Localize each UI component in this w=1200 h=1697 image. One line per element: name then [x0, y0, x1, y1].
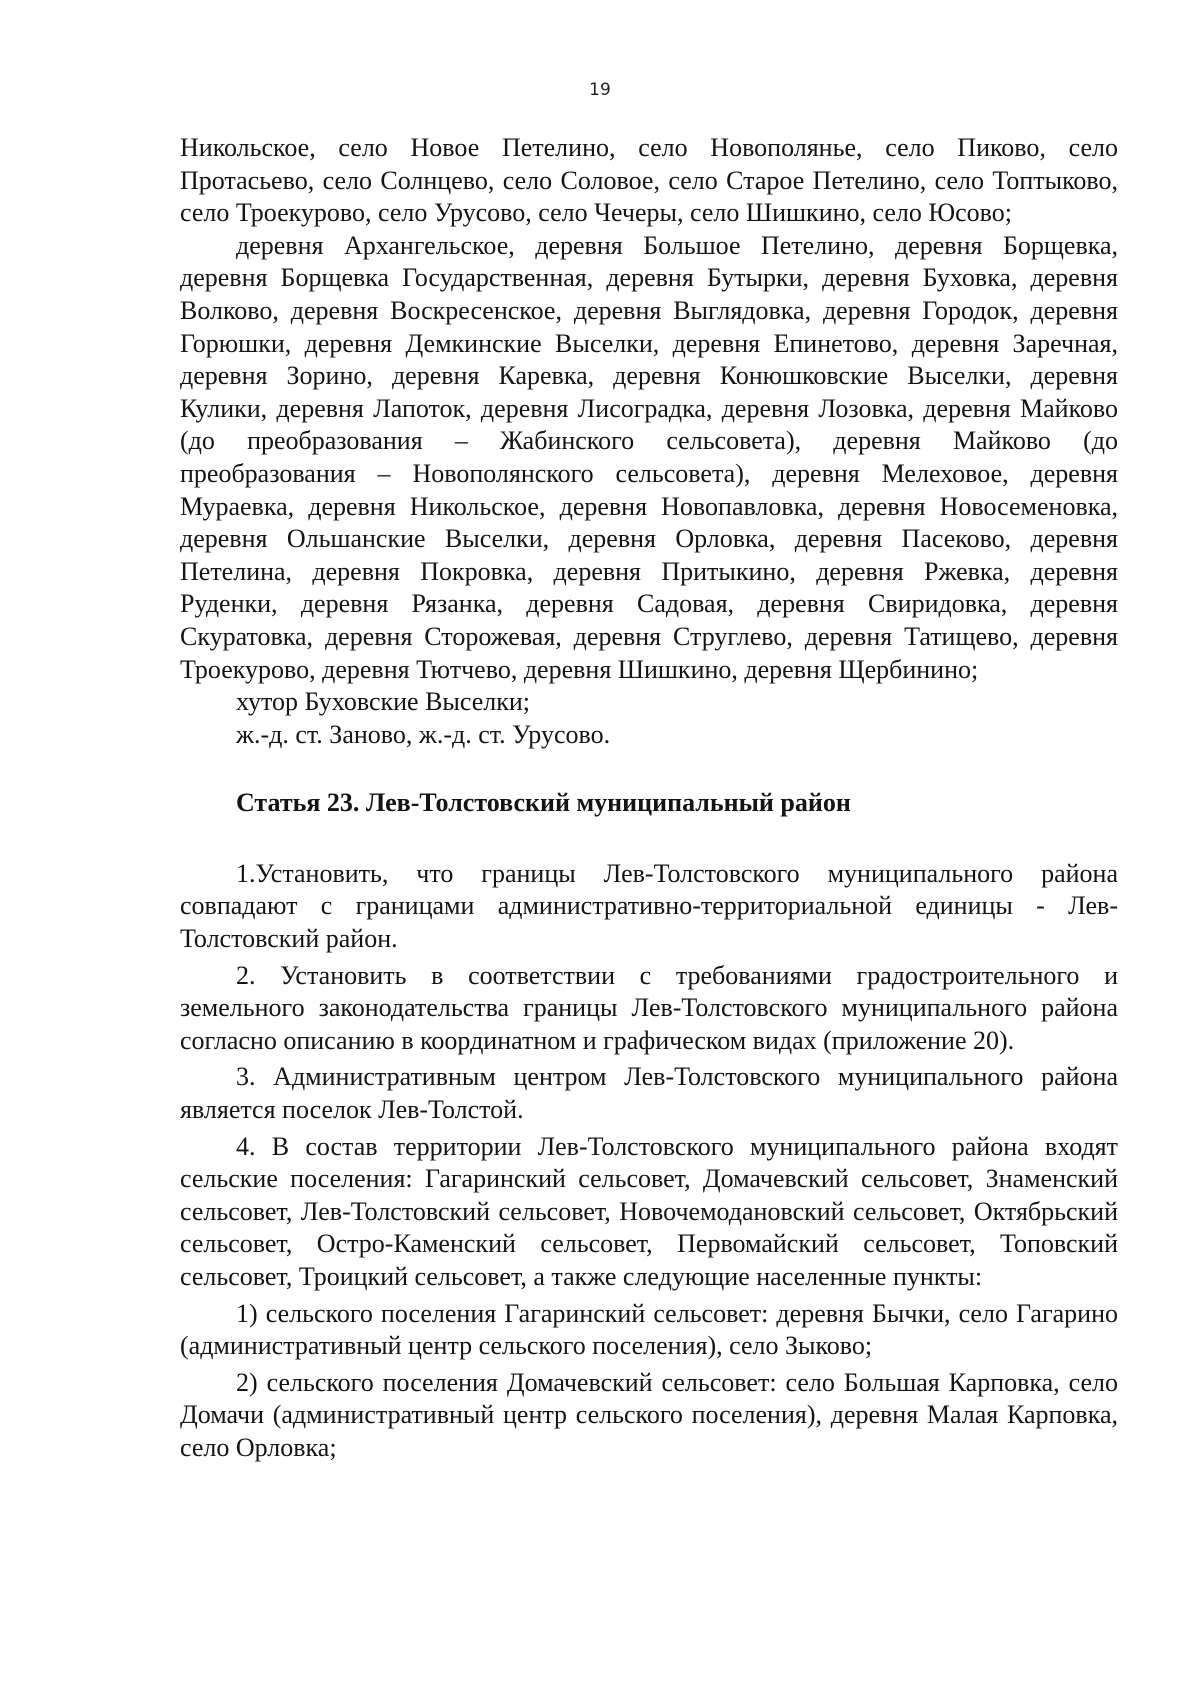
article-item-1: 1.Установить, что границы Лев-Толстовского муниципального района совпадают с границами административно-территориальной единицы - Лев-Толстовский район. [180, 858, 1118, 954]
article-item-2: 2. Установить в соответствии с требованиями градостроительного и земельного законодательства границы Лев-Толстовского муниципального района согласно описанию в координатном и графическом видах (приложение 20). [180, 960, 1118, 1055]
document-body [180, 132, 1118, 1465]
article-heading: Статья 23. Лев-Толстовский муниципальный район [236, 788, 851, 818]
page-number: 19 [589, 80, 611, 100]
article-item-3: 3. Административным центром Лев-Толстовского муниципального района является поселок Лев-Толстой. [180, 1062, 1118, 1125]
article-subitem-1: 1) сельского поселения Гагаринский сельсовет: деревня Бычки, село Гагарино (административный центр сельского поселения), село Зыково; [180, 1298, 1118, 1361]
settlement-list-villages: Никольское, село Новое Петелино, село Новополянье, село Пиково, село Протасьево, село Солнцево, село Соловое, село Старое Петелино, село Топтыково, село Троекурово, село Урусово, село Чечеры, село Шишкино, село Юсово; [180, 133, 1118, 228]
settlement-list-hamlets: деревня Архангельское, деревня Большое Петелино, деревня Борщевка, деревня Борщевка Государственная, деревня Бутырки, деревня Буховка, деревня Волково, деревня Воскресенское, деревня Выглядовка, деревня Городок, деревня Горюшки, деревня Демкинские Выселки, деревня Епинетово, деревня Заречная, деревня Зорино, деревня Каревка, деревня Конюшковские Выселки, деревня Кулики, деревня Лапоток, деревня Лисоградка, деревня Лозовка, деревня Майково (до преобразования – Жабинского сельсовета), деревня Майково (до преобразования – Новополянского сельсовета), деревня Мелеховое, деревня Мураевка, деревня Никольское, деревня Новопавловка, деревня Новосеменовка, деревня Ольшанские Выселки, деревня Орловка, деревня Пасеково, деревня Петелина, деревня Покровка, деревня Притыкино, деревня Ржевка, деревня Руденки, деревня Рязанка, деревня Садовая, деревня Свиридовка, деревня Скуратовка, деревня Сторожевая, деревня Струглево, деревня Татищево, деревня Троекурово, деревня Тютчево, деревня Шишкино, деревня Щербинино; [180, 230, 1118, 684]
article-subitem-2: 2) сельского поселения Домачевский сельсовет: село Большая Карповка, село Домачи (административный центр сельского поселения), деревня Малая Карповка, село Орловка; [180, 1367, 1118, 1462]
article-item-4: 4. В состав территории Лев-Толстовского муниципального района входят сельские поселения: Гагаринский сельсовет, Домачевский сельсовет, Знаменский сельсовет, Лев-Толстовский сельсовет, Новочемодановский сельсовет, Октябрьский сельсовет, Остро-Каменский сельсовет, Первомайский сельсовет, Топовский сельсовет, Троицкий сельсовет, а также следующие населенные пункты: [180, 1131, 1118, 1291]
settlement-list-stations: ж.-д. ст. Заново, ж.-д. ст. Урусово. [236, 719, 611, 749]
settlement-list-farmsteads: хутор Буховские Выселки; [236, 687, 531, 717]
